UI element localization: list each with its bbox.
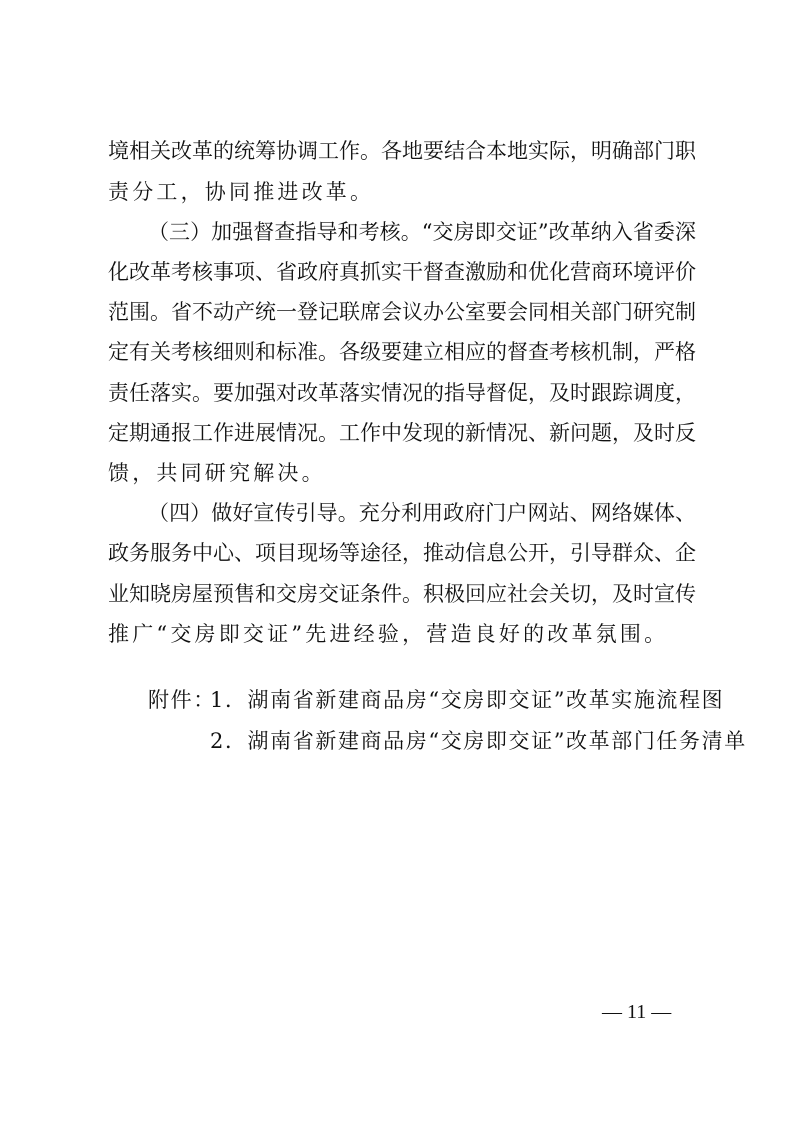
text-line: 馈，共同研究解决。 [108,461,326,485]
attachment-item: 1．湖南省新建商品房“交房即交证”改革实施流程图 [210,688,725,712]
text-line: 范围。省不动产统一登记联席会议办公室要会同相关部门研究制 [108,300,696,324]
text-line: （三）加强督查指导和考核。“交房即交证”改革纳入省委深 [148,220,696,244]
attachment-label: 附件： [148,688,216,712]
text-line: 推广“交房即交证”先进经验，营造良好的改革氛围。 [108,622,669,646]
page-number: — 11 — [602,1001,672,1023]
attachment-item: 2．湖南省新建商品房“交房即交证”改革部门任务清单 [210,729,747,753]
text-line: 政务服务中心、项目现场等途径，推动信息公开，引导群众、企 [108,541,696,565]
text-line: 定有关考核细则和标准。各级要建立相应的督查考核机制，严格 [108,340,696,364]
text-line: 境相关改革的统筹协调工作。各地要结合本地实际，明确部门职 [108,139,696,163]
text-line: 责任落实。要加强对改革落实情况的指导督促，及时跟踪调度， [108,381,696,405]
text-line: 定期通报工作进展情况。工作中发现的新情况、新问题，及时反 [108,421,696,445]
text-line: 责分工，协同推进改革。 [108,180,375,204]
text-line: 业知晓房屋预售和交房交证条件。积极回应社会关切，及时宣传 [108,582,696,606]
text-line: （四）做好宣传引导。充分利用政府门户网站、网络媒体、 [148,501,696,525]
text-line: 化改革考核事项、省政府真抓实干督查激励和优化营商环境评价 [108,260,696,284]
